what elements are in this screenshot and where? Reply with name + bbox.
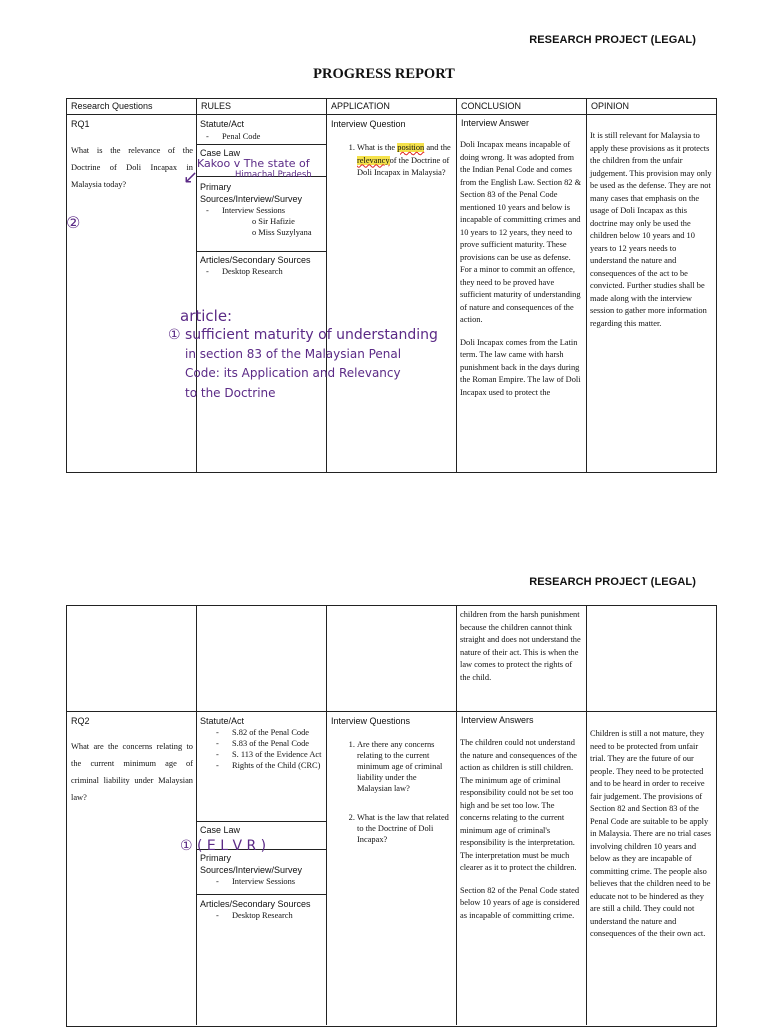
conclusion-paragraph: Doli Incapax comes from the Latin term. The law came with harsh punishment back in the days during the Roman Empire. The law of Doli Incapax used to protect the [460,337,581,397]
caselaw-heading: Case Law [200,148,241,158]
table-divider [456,98,457,473]
application-heading: Interview Questions [331,716,411,726]
table-divider [196,605,197,1025]
rules-articles [200,254,324,279]
handwritten-article-title: ① sufficient maturity of understanding [168,327,438,343]
table-divider [66,114,717,115]
handwritten-article-title: to the Doctrine [185,386,276,400]
rules-statute [200,715,324,771]
application-questions [331,142,453,190]
rq-text: What is the relevance of the Doctrine of Doli Incapax in Malaysia today? [71,146,193,189]
application-heading: Interview Question [331,119,406,129]
statute-heading: Statute/Act [200,716,245,726]
statute-heading: Statute/Act [200,119,245,129]
statute-item: - S. 113 of the Evidence Act [232,749,324,760]
interview-question: 1. What is the position and the relevancyof the Doctrine of Doli Incapax in Malaysia? [357,142,453,180]
interview-question: 2. What is the law that related to the Doctrine of Doli Incapax? [357,812,453,845]
conclusion-text [460,139,582,409]
conclusion-paragraph: The children could not understand the nature and consequences of the action as children is still children. The minimum age of criminal responsibility could not be set too high and be set too low. The concerns relating to the current minimum age of criminal's responsibility is the interpretation. The interpretation must be much clearer as it to protect the children. [460,738,577,872]
handwritten-article-title: in section 83 of the Malaysian Penal [185,347,402,361]
table-divider [326,605,327,1025]
conclusion-text [460,737,582,932]
rq-id: RQ2 [71,716,90,726]
table-divider [586,605,587,1025]
rules-statute [200,118,324,144]
conclusion-heading: Interview Answer [461,118,530,128]
articles-heading: Articles/Secondary Sources [200,255,311,265]
page-title: PROGRESS REPORT [313,66,455,82]
table-divider [196,894,326,895]
opinion-text: It is still relevant for Malaysia to apply these provisions as it protects the children from the unfair judgement. This provision may only be used as the defense. They are not many cases that emphasis on the usage of Doli Incapax as this doctrine may only be used the children below 10 years and 10 years to 12 years needs to understand the nature and consequences of the act to be convicted. Further studies shall be made along with the interview session to gather more information regarding this matter. [590,131,712,328]
articles-heading: Articles/Secondary Sources [200,899,311,909]
continued-text: children from the harsh punishment because the children cannot think straight and does not understand the nature of their act. This is when the law comes to protect the rights of the child. [460,610,581,682]
column-header: RULES [201,101,232,111]
rules-articles [200,898,324,923]
arrow-icon: ↙ [183,167,199,188]
table-divider [196,821,326,822]
articles-item: - Desktop Research [232,910,324,923]
opinion-text: Children is still a not mature, they need to be protected from unfair trial. They are the future of our people. They need to be protected and to be heard in order to receive fair judgement. The provisions of Section 82 and Section 83 of the Penal Code are suitable to be apply in Malaysia. There are no trial cases involving children 10 years and below as they are incapable of committing crime. The people also believes that the children need to be educate not to be hindered as they are still a child. They could not understand the nature and consequences of the their own act. [590,729,711,938]
articles-item: - Desktop Research [222,266,324,279]
primary-heading: Primary Sources/Interview/Survey [200,853,303,875]
handwritten-article-title: Code: its Application and Relevancy [185,366,401,380]
application-questions [331,739,453,855]
column-header: CONCLUSION [461,101,522,111]
conclusion-paragraph: Doli Incapax means incapable of doing wrong. It was adopted from the Indian Penal Code and comes from the English Law. Section 82 & Section 83 of the Penal Code mentioned 10 years and below is incapable of committing crimes and 10 years to 12 years, they need to prove sufficient maturity. These provisions can be use as defense. For a minor to commit an offence, they need to be proved have sufficient maturity of understanding of nature and consequences of the action. [460,140,582,324]
table-divider [196,144,326,145]
handwritten-mark: ② [66,213,81,232]
conclusion-heading: Interview Answers [461,715,534,725]
primary-item: - Interview Sessions [232,876,324,889]
handwritten-case: Himachal Pradesh [235,170,312,180]
rq-id: RQ1 [71,119,90,129]
handwritten-article-label: article: [180,307,233,325]
primary-subitem: o Miss Suzylyana [252,227,324,238]
statute-item: - Rights of the Child (CRC) [232,760,324,771]
statute-item: - Penal Code [222,131,324,144]
table-divider [196,251,326,252]
rules-primary [200,181,324,238]
rq-text: What are the concerns relating to the current minimum age of criminal liability under Malaysian law? [71,742,193,802]
column-header: Research Questions [71,101,153,111]
rules-primary [200,852,324,889]
page2-header: RESEARCH PROJECT (LEGAL) [529,576,696,588]
table-divider [586,98,587,473]
primary-heading: Primary Sources/Interview/Survey [200,182,303,204]
caselaw-heading: Case Law [200,825,241,835]
table-divider [66,711,717,712]
column-header: OPINION [591,101,630,111]
handwritten-case: ① ( E L V R ) [180,838,267,854]
statute-item: - S.82 of the Penal Code [232,727,324,738]
page1-header: RESEARCH PROJECT (LEGAL) [529,34,696,46]
statute-item: - S.83 of the Penal Code [232,738,324,749]
column-header: APPLICATION [331,101,390,111]
conclusion-paragraph: Section 82 of the Penal Code stated below 10 years of age is considered as incapable of committing crime. [460,885,580,920]
table-divider [196,98,197,473]
handwritten-case: Kakoo v The state of [197,157,310,170]
interview-question: 1. Are there any concerns relating to the current minimum age of criminal liability under the Malaysian law? [357,739,453,794]
table-divider [456,605,457,1025]
primary-subitem: o Sir Hafizie [252,216,324,227]
table-divider [326,98,327,473]
primary-item: - Interview Sessions [222,205,324,216]
